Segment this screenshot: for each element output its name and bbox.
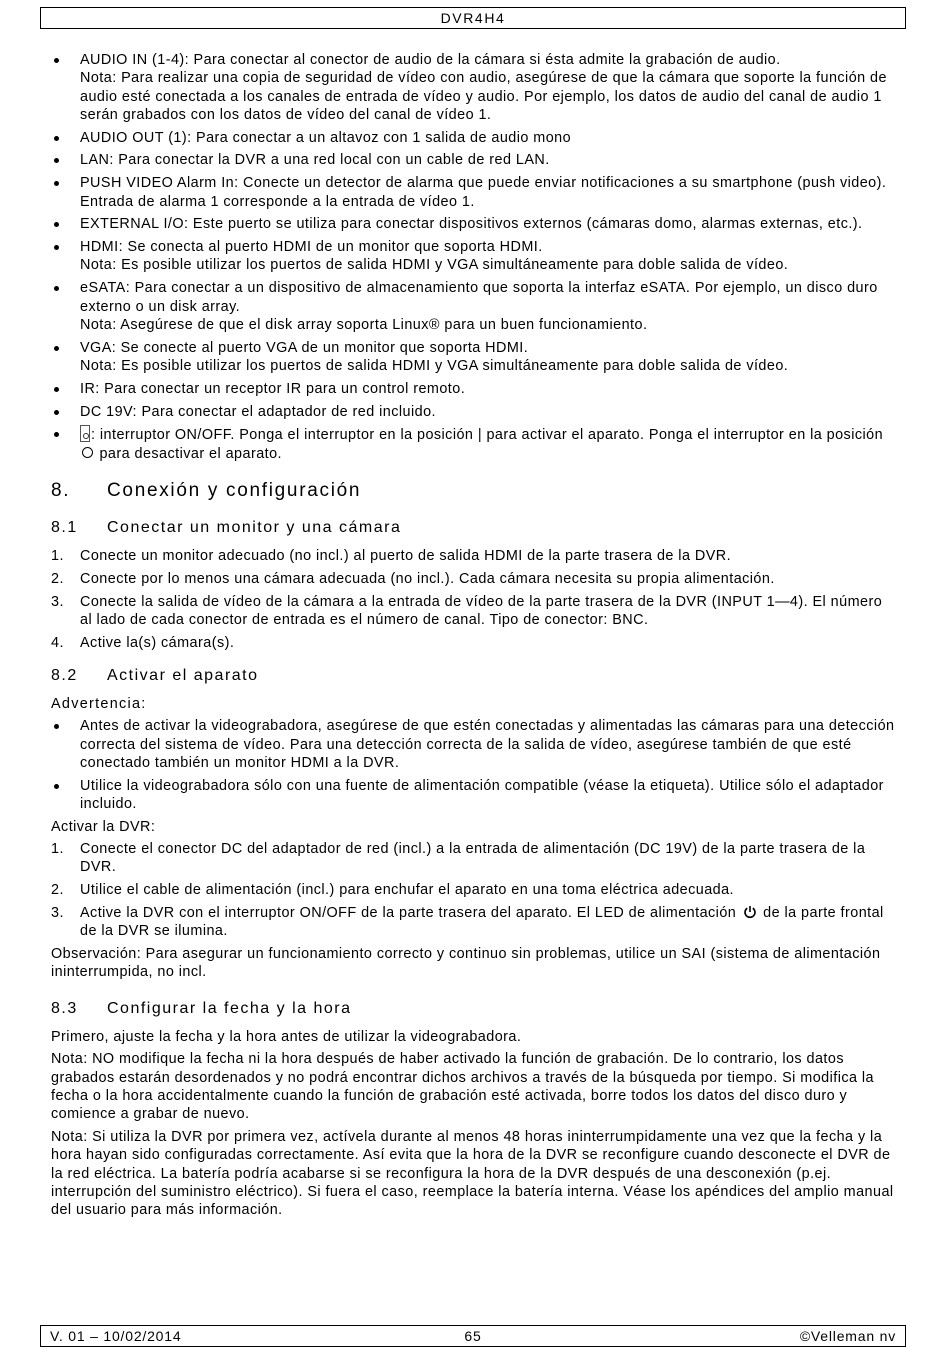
subsection-heading: 8.3 Configurar la fecha y la hora: [51, 999, 352, 1017]
paragraph: Nota: NO modifique la fecha ni la hora después de haber activado la función de grabación. De lo contrario, los datos grabados estarán desordenados y no podrá encontrar dichos archivos a través de la búsqueda por tiempo. Si modifica la fecha o la hora accidentalmente cuando la función de grabación esté activada, borre todos los datos del disco duro y comience a grabar de nuevo.: [51, 1051, 875, 1123]
list-item: [51, 403, 897, 421]
list-item: 3. Conecte la salida de vídeo de la cámara a la entrada de vídeo de la parte trasera de la DVR (INPUT 1—4). El número al lado de cada conector de entrada es el número de canal. Tipo de conector: BNC.: [51, 593, 883, 628]
switch-icon: [80, 425, 90, 442]
list-item: [51, 380, 897, 398]
switch-text-2: para desactivar el aparato.: [99, 445, 282, 462]
off-circle-icon: [82, 447, 93, 458]
list-item-note: Nota: Es posible utilizar los puertos de salida HDMI y VGA simultáneamente para doble salida de vídeo.: [80, 357, 789, 374]
page-header: [40, 7, 906, 29]
warning-list: [51, 717, 897, 813]
list-item-text: LAN: Para conectar la DVR a una red local con un cable de red LAN.: [80, 152, 550, 169]
warning-label: Advertencia:: [51, 695, 147, 712]
list-item: 2. Utilice el cable de alimentación (incl.) para enchufar el aparato en una toma eléctrica adecuada.: [51, 882, 735, 899]
list-item: [51, 51, 897, 124]
subsection-heading: 8.1 Conectar un monitor y una cámara: [51, 518, 402, 536]
footer-version: V. 01 – 10/02/2014: [50, 1328, 182, 1344]
list-item-switch: [51, 425, 897, 463]
header-title: DVR4H4: [440, 10, 506, 26]
list-item: 3. Active la DVR con el interruptor ON/OFF de la parte trasera del aparato. El LED de alimentación de la parte frontal de la DVR se ilumina.: [51, 904, 884, 940]
list-item: [51, 279, 897, 334]
list-item: Utilice la videograbadora sólo con una fuente de alimentación compatible (véase la etiqueta). Utilice sólo el adaptador incluido.: [51, 777, 897, 814]
list-item-text: EXTERNAL I/O: Este puerto se utiliza para conectar dispositivos externos (cámaras domo, alarmas externas, etc.).: [80, 216, 863, 233]
footer-copyright: ©Velleman nv: [799, 1328, 896, 1344]
paragraph: Nota: Si utiliza la DVR por primera vez, actívela durante al menos 48 horas ininterrumpidamente una vez que la fecha y la hora hayan sido configuradas correctamente. Así evita que la hora de la DVR se reconfigure cuando desconecte el DVR de la red eléctrica. La batería podría acabarse si se reconfigura la hora de la DVR después de una desconexión (p.ej. interrupción del suministro eléctrico). Si fuera el caso, reemplace la batería interna. Véase los apéndices del amplio manual del usuario para más información.: [51, 1129, 894, 1219]
list-item: [51, 339, 897, 376]
list-item-text: DC 19V: Para conectar el adaptador de red incluido.: [80, 403, 437, 420]
list-item: 1. Conecte el conector DC del adaptador de red (incl.) a la entrada de alimentación (DC 19V) de la parte trasera de la DVR.: [51, 841, 866, 876]
connector-list: [51, 51, 897, 463]
list-item-note: Nota: Asegúrese de que el disk array soporta Linux® para un buen funcionamiento.: [80, 316, 648, 333]
list-item: 4. Active la(s) cámara(s).: [51, 634, 235, 651]
activate-label: Activar la DVR:: [51, 818, 156, 835]
list-item-text: VGA: Se conecte al puerto VGA de un monitor que soporta HDMI.: [80, 339, 529, 356]
list-item-note: Nota: Es posible utilizar los puertos de salida HDMI y VGA simultáneamente para doble salida de vídeo.: [80, 257, 789, 274]
list-item: [51, 238, 897, 275]
activate-steps-list: [51, 840, 897, 940]
list-item: [51, 215, 897, 233]
section-heading: 8. Conexión y configuración: [51, 479, 362, 501]
power-icon: [743, 905, 757, 919]
observation-text: Observación: Para asegurar un funcionamiento correcto y continuo sin problemas, utilice un SAI (sistema de alimentación ininterrumpida, no incl.: [51, 945, 881, 981]
page-content: [51, 51, 897, 1220]
list-item: 2. Conecte por lo menos una cámara adecuada (no incl.). Cada cámara necesita su propia alimentación.: [51, 570, 775, 587]
list-item: Antes de activar la videograbadora, asegúrese de que estén conectadas y alimentadas las cámaras para una detección correcta del sistema de vídeo. Para una detección correcta de la salida de vídeo, asegúrese también de que esté conectado también un monitor HDMI a la DVR.: [51, 717, 897, 772]
list-item-text: AUDIO IN (1-4): Para conectar al conector de audio de la cámara si ésta admite la grabación de audio.: [80, 52, 781, 68]
footer-page-number: 65: [464, 1328, 482, 1344]
list-item: [51, 129, 897, 147]
list-item-text: PUSH VIDEO Alarm In: Conecte un detector de alarma que puede enviar notificaciones a su smartphone (push video). Entrada de alarma 1 corresponde a la entrada de vídeo 1.: [80, 175, 887, 210]
list-item: [51, 174, 897, 211]
list-item: 1. Conecte un monitor adecuado (no incl.) al puerto de salida HDMI de la parte trasera de la DVR.: [51, 547, 732, 564]
monitor-steps-list: [51, 547, 897, 652]
page-footer: [40, 1325, 906, 1347]
list-item-text: IR: Para conectar un receptor IR para un control remoto.: [80, 380, 466, 397]
list-item-text: AUDIO OUT (1): Para conectar a un altavoz con 1 salida de audio mono: [80, 129, 572, 146]
list-item-note: Nota: Para realizar una copia de seguridad de vídeo con audio, asegúrese de que la cámara que soporte la función de audio esté conectada a los canales de entrada de vídeo y audio. Por ejemplo, los datos de audio del canal de audio 1 serán grabados con los datos de vídeo del canal de vídeo 1.: [80, 70, 887, 123]
subsection-heading: 8.2 Activar el aparato: [51, 666, 259, 684]
switch-text-1: : interruptor ON/OFF. Ponga el interruptor en la posición | para activar el aparato. Ponga el interruptor en la posición: [91, 427, 884, 444]
list-item-text: eSATA: Para conectar a un dispositivo de almacenamiento que soporta la interfaz eSATA. Por ejemplo, un disco duro externo o un disk array.: [80, 280, 878, 315]
list-item: [51, 151, 897, 169]
paragraph: Primero, ajuste la fecha y la hora antes de utilizar la videograbadora.: [51, 1028, 522, 1045]
list-item-text: HDMI: Se conecta al puerto HDMI de un monitor que soporta HDMI.: [80, 239, 543, 256]
